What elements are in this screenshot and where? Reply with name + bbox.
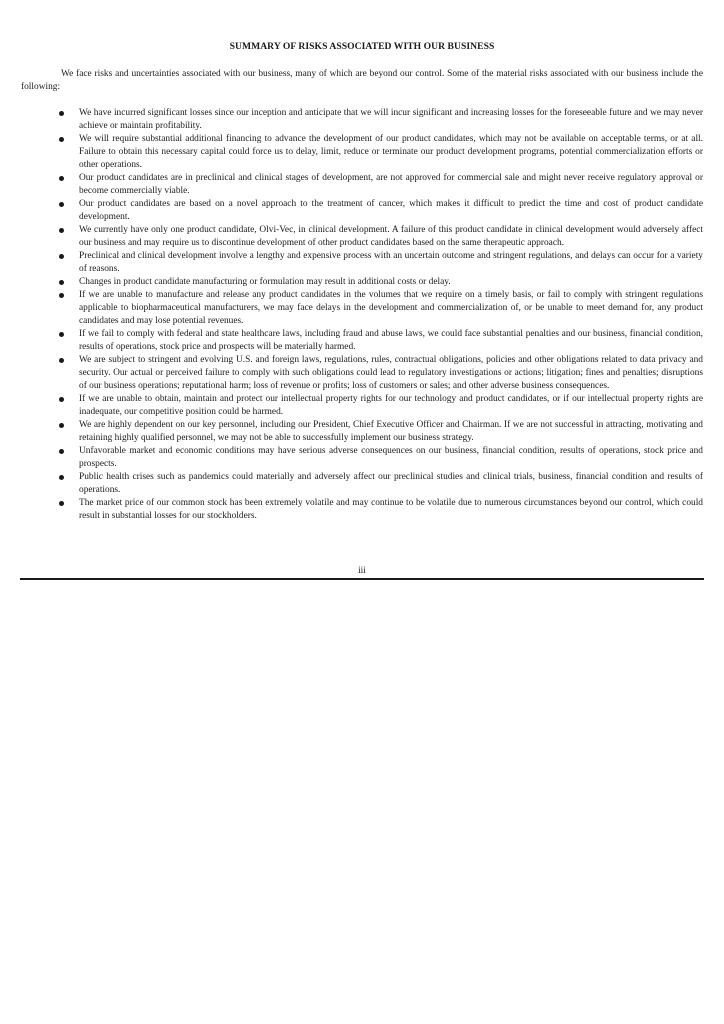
bullet-icon xyxy=(59,449,64,454)
risk-text: If we fail to comply with federal and state healthcare laws, including fraud and abuse laws, we could face substantial penalties and our business, financial condition, results of operations, stock price and prospects will be materially harmed. xyxy=(79,329,703,352)
bullet-icon xyxy=(59,358,64,363)
list-item xyxy=(21,354,703,393)
bullet-icon xyxy=(59,137,64,142)
risk-text: If we are unable to manufacture and release any product candidates in the volumes that we require on a timely basis, or fail to comply with stringent regulations applicable to biopharmaceutical manufacturers, we may face delays in the development and commercialization of, or be unable to meet demand for, any product candidates and may lose potential revenues. xyxy=(79,290,703,326)
risk-text: Unfavorable market and economic conditions may have serious adverse consequences on our business, financial condition, results of operations, stock price and prospects. xyxy=(79,446,703,469)
bullet-icon xyxy=(59,397,64,402)
risk-text: The market price of our common stock has been extremely volatile and may continue to be volatile due to numerous circumstances beyond our control, which could result in substantial losses for our stockholders. xyxy=(79,498,703,521)
risk-list xyxy=(21,107,703,523)
bullet-icon xyxy=(59,254,64,259)
bullet-icon xyxy=(59,176,64,181)
list-item xyxy=(21,172,703,198)
risk-text: We will require substantial additional financing to advance the development of our product candidates, which may not be available on acceptable terms, or at all. Failure to obtain this necessary capital could force us to delay, limit, reduce or terminate our product development programs, potential commercialization efforts or other operations. xyxy=(79,134,703,170)
risk-text: Public health crises such as pandemics could materially and adversely affect our preclinical studies and clinical trials, business, financial condition and results of operations. xyxy=(79,472,703,495)
list-item xyxy=(21,133,703,172)
risk-text: We currently have only one product candidate, Olvi-Vec, in clinical development. A failure of this product candidate in clinical development would adversely affect our business and may require us to discontinue development of other product candidates based on the same therapeutic approach. xyxy=(79,225,703,248)
list-item xyxy=(21,107,703,133)
bullet-icon xyxy=(59,111,64,116)
intro-paragraph: We face risks and uncertainties associated with our business, many of which are beyond our control. Some of the material risks associated with our business include the following: xyxy=(21,69,703,92)
risk-text: We are highly dependent on our key personnel, including our President, Chief Executive Officer and Chairman. If we are not successful in attracting, motivating and retaining highly qualified personnel, we may not be able to successfully implement our business strategy. xyxy=(79,420,703,443)
list-item xyxy=(21,445,703,471)
bullet-icon xyxy=(59,475,64,480)
page-number: iii xyxy=(358,566,366,576)
list-item xyxy=(21,419,703,445)
list-item xyxy=(21,198,703,224)
risk-text: If we are unable to obtain, maintain and protect our intellectual property rights for our technology and product candidates, or if our intellectual property rights are inadequate, our competitive position could be harmed. xyxy=(79,394,703,417)
bullet-icon xyxy=(59,293,64,298)
bullet-icon xyxy=(59,332,64,337)
bullet-icon xyxy=(59,202,64,207)
list-item xyxy=(21,250,703,276)
list-item xyxy=(21,393,703,419)
risk-text: We have incurred significant losses since our inception and anticipate that we will incur significant and increasing losses for the foreseeable future and we may never achieve or maintain profitability. xyxy=(79,108,703,131)
page-divider xyxy=(20,578,704,580)
list-item xyxy=(21,276,703,289)
bullet-icon xyxy=(59,228,64,233)
list-item xyxy=(21,471,703,497)
risk-text: Our product candidates are based on a novel approach to the treatment of cancer, which makes it difficult to predict the time and cost of product candidate development. xyxy=(79,199,703,222)
list-item xyxy=(21,328,703,354)
risk-text: Changes in product candidate manufacturing or formulation may result in additional costs or delay. xyxy=(79,277,451,287)
list-item xyxy=(21,289,703,328)
list-item xyxy=(21,497,703,523)
list-item xyxy=(21,224,703,250)
risk-text: We are subject to stringent and evolving U.S. and foreign laws, regulations, rules, contractual obligations, policies and other obligations related to data privacy and security. Our actual or perceived failure to comply with such obligations could lead to regulatory investigations or actions; litigation; fines and penalties; disruptions of our business operations; reputational harm; loss of revenue or profits; loss of customers or sales; and other adverse business consequences. xyxy=(79,355,703,391)
risk-text: Our product candidates are in preclinical and clinical stages of development, are not approved for commercial sale and might never receive regulatory approval or become commercially viable. xyxy=(79,173,703,196)
risk-text: Preclinical and clinical development involve a lengthy and expensive process with an uncertain outcome and stringent regulations, and delays can occur for a variety of reasons. xyxy=(79,251,703,274)
page-title: SUMMARY OF RISKS ASSOCIATED WITH OUR BUSINESS xyxy=(229,41,495,52)
bullet-icon xyxy=(59,501,64,506)
bullet-icon xyxy=(59,280,64,285)
bullet-icon xyxy=(59,423,64,428)
